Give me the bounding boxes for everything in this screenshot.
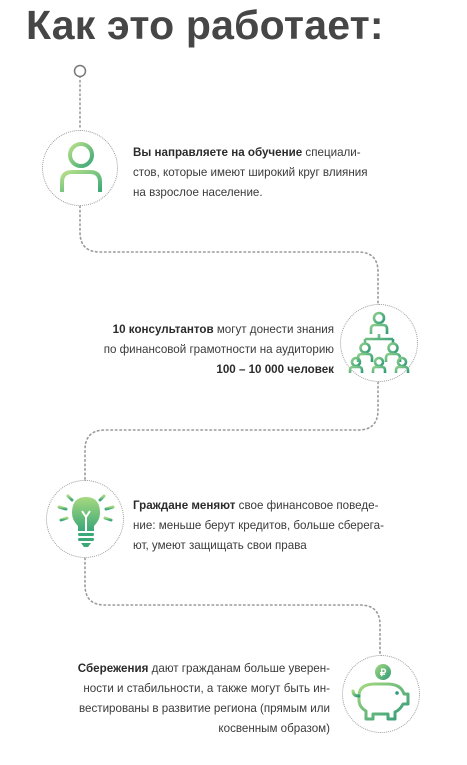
step-1-bold: Вы направляете на обучение: [133, 146, 303, 159]
page-title: Как это работает:: [26, 2, 384, 48]
step-1-line-3: на взрослое население.: [133, 186, 263, 199]
step-1-line-2: стов, которые имеют широкий круг влияния: [133, 166, 368, 179]
step-4-rest-1: дают гражданам больше уверен-: [148, 662, 330, 675]
step-1-text: [133, 143, 368, 203]
step-4-line-4: косвенным образом): [218, 722, 330, 735]
step-1-rest: специали-: [302, 146, 361, 159]
step-4-line-2: ности и стабильности, а также могут быть ин-: [83, 682, 330, 695]
step-2-bold-3: 100 – 10 000 человек: [216, 363, 334, 376]
step-3-text: [133, 496, 384, 556]
group-pyramid-icon: [348, 310, 410, 374]
step-2-rest-1: могут донести знания: [213, 323, 334, 336]
step-2-line-2: по финансовой грамотности на аудиторию: [103, 343, 334, 356]
start-marker: [75, 66, 86, 77]
person-icon: [56, 138, 106, 196]
step-2-text: [74, 320, 334, 380]
step-3-line-2: ние: меньше берут кредитов, больше сберега-: [133, 519, 384, 532]
step-2-bold-1: 10 консультантов: [112, 323, 214, 336]
lightbulb-icon: [55, 487, 117, 549]
step-4-bold-1: Сбережения: [77, 662, 149, 675]
step-3-rest-1: свое финансовое поведе-: [235, 499, 379, 512]
step-4-text: [70, 659, 330, 739]
step-3-bold-1: Граждане меняют: [133, 499, 236, 512]
svg-text:₽: ₽: [379, 668, 387, 679]
step-4-line-3: вестированы в развитие региона (прямым или: [78, 702, 330, 715]
step-3-line-3: ют, умеют защищать свои права: [133, 539, 307, 552]
piggy-bank-icon: [349, 662, 413, 724]
